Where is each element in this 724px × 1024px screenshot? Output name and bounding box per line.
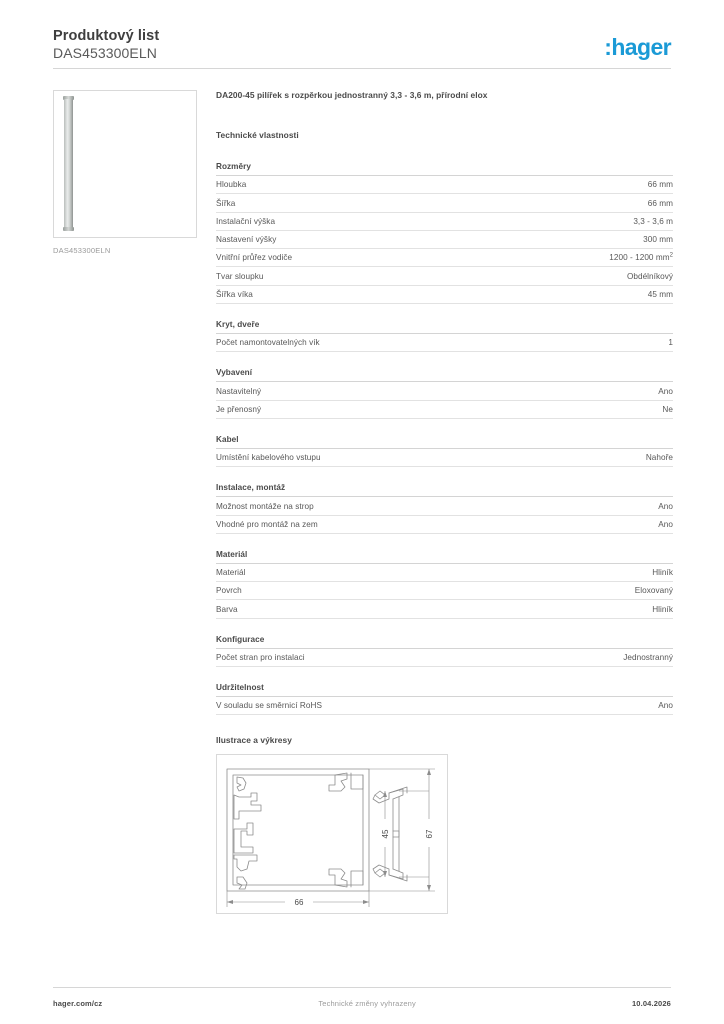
spec-label: Tvar sloupku — [216, 271, 264, 281]
spec-value: Nahoře — [645, 453, 673, 463]
hager-logo: :hager — [604, 34, 671, 60]
spec-value: Hliník — [652, 604, 673, 614]
spec-row — [216, 231, 673, 249]
spec-group-title: Konfigurace — [216, 635, 673, 649]
spec-value: Jednostranný — [623, 653, 673, 663]
spec-row — [216, 564, 673, 582]
spec-row — [216, 267, 673, 285]
footer-disclaimer: Technické změny vyhrazeny — [318, 998, 416, 1008]
spec-group — [216, 683, 673, 715]
spec-label: Vhodné pro montáž na zem — [216, 519, 318, 529]
spec-row — [216, 649, 673, 667]
dimension-label-cover-height: 45 — [381, 829, 390, 839]
product-figure — [53, 90, 199, 255]
illustrations-section — [216, 735, 673, 914]
spec-label: Materiál — [216, 568, 246, 578]
dimension-label-width: 66 — [294, 898, 304, 908]
spec-label: Instalační výška — [216, 216, 276, 226]
page-header — [53, 28, 671, 70]
spec-group-title: Kabel — [216, 435, 673, 449]
product-image-frame — [53, 90, 197, 238]
spec-row — [216, 697, 673, 715]
spec-value: 1200 - 1200 $mm^2$ — [609, 252, 673, 263]
spec-label: Je přenosný — [216, 404, 262, 414]
spec-value: 1 — [668, 338, 673, 348]
spec-group — [216, 435, 673, 467]
spec-group — [216, 550, 673, 619]
aluminium-column-shape — [64, 99, 73, 231]
spec-row — [216, 497, 673, 515]
footer-divider — [53, 987, 671, 988]
spec-value: 66 mm — [647, 180, 673, 190]
footer-date: 10.04.2026 — [631, 998, 671, 1008]
cross-section-drawing — [217, 755, 447, 913]
spec-row — [216, 176, 673, 194]
header-divider — [53, 68, 671, 69]
spec-value: 3,3 - 3,6 m — [633, 216, 673, 226]
spec-row — [216, 286, 673, 304]
spec-row — [216, 401, 673, 419]
spec-group — [216, 162, 673, 304]
spec-value: Obdélníkový — [626, 271, 673, 281]
spec-label: Hloubka — [216, 180, 247, 190]
spec-value: Ano — [658, 386, 673, 396]
spec-row — [216, 516, 673, 534]
spec-value: 45 mm — [647, 290, 673, 300]
spec-label: Povrch — [216, 586, 242, 596]
product-image-caption: DAS453300ELN — [53, 246, 111, 255]
spec-group-title: Kryt, dveře — [216, 320, 673, 334]
spec-value: Ano — [658, 519, 673, 529]
spec-label: Počet stran pro instalaci — [216, 653, 305, 663]
spec-group-title: Udržitelnost — [216, 683, 673, 697]
spec-value: Ano — [658, 701, 673, 711]
spec-row — [216, 213, 673, 231]
spec-value: Eloxovaný — [634, 586, 673, 596]
spec-label: Umístění kabelového vstupu — [216, 453, 321, 463]
column-bottom-foot-shape — [63, 227, 74, 231]
product-description: DA200-45 pilířek s rozpěrkou jednostranný 3,3 - 3,6 m, přírodní elox — [216, 90, 488, 100]
specifications-panel — [216, 90, 673, 914]
spec-groups-container — [216, 162, 673, 715]
spec-row — [216, 249, 673, 267]
spec-row — [216, 582, 673, 600]
spec-value: Ano — [658, 501, 673, 511]
technical-properties-heading: Technické vlastnosti — [216, 130, 299, 140]
spec-label: Šířka — [216, 198, 236, 208]
spec-group-title: Instalace, montáž — [216, 483, 673, 497]
spec-group-title: Rozměry — [216, 162, 673, 176]
spec-label: Počet namontovatelných vík — [216, 338, 320, 348]
spec-value: Ne — [662, 404, 673, 414]
spec-row — [216, 194, 673, 212]
spec-row — [216, 334, 673, 352]
page-footer — [53, 996, 671, 1010]
page-title: Produktový list — [53, 28, 160, 44]
spec-label: Šířka víka — [216, 290, 253, 300]
article-number: DAS453300ELN — [53, 45, 157, 61]
spec-label: Nastavení výšky — [216, 235, 277, 245]
spec-value: 66 mm — [647, 198, 673, 208]
spec-group — [216, 483, 673, 534]
footer-website[interactable]: hager.com/cz — [53, 998, 103, 1008]
spec-row — [216, 600, 673, 618]
spec-label: V souladu se směrnicí RoHS — [216, 701, 322, 711]
spec-label: Nastavitelný — [216, 386, 262, 396]
spec-label: Možnost montáže na strop — [216, 501, 314, 511]
spec-row — [216, 449, 673, 467]
spec-row — [216, 382, 673, 400]
spec-group-title: Materiál — [216, 550, 673, 564]
spec-value: 300 mm — [643, 235, 673, 245]
illustrations-heading: Ilustrace a výkresy — [216, 735, 292, 746]
spec-group — [216, 635, 673, 667]
spec-group-title: Vybavení — [216, 368, 673, 382]
technical-drawing-frame — [216, 754, 448, 914]
spec-label: Vnitřní průřez vodiče — [216, 253, 293, 263]
dimension-label-total-height: 67 — [425, 829, 434, 839]
spec-group — [216, 320, 673, 352]
spec-value: Hliník — [652, 568, 673, 578]
spec-label: Barva — [216, 604, 238, 614]
spec-group — [216, 368, 673, 419]
